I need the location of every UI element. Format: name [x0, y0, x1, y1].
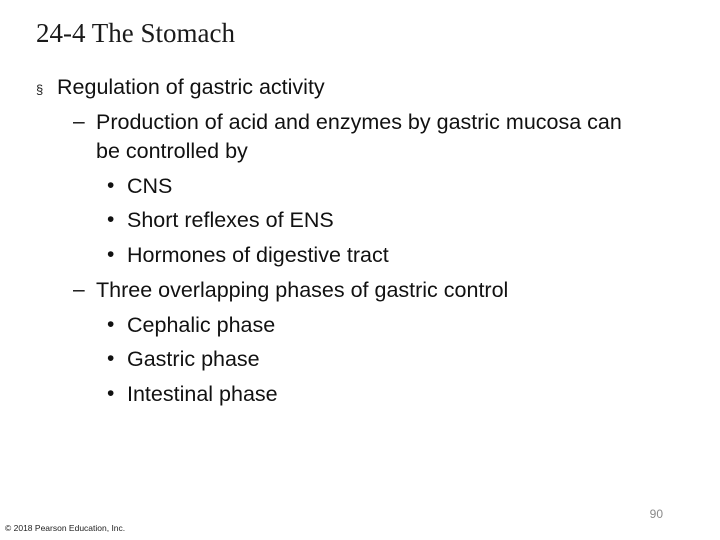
page-number: 90 — [649, 507, 663, 521]
dot-bullet-marker: • — [107, 382, 115, 405]
dot-bullet-marker: • — [107, 347, 115, 370]
bullet-hormones: Hormones of digestive tract — [127, 243, 389, 267]
dot-bullet-marker: • — [107, 243, 115, 266]
dot-bullet-marker: • — [107, 208, 115, 231]
bullet-gastric-phase: Gastric phase — [127, 347, 260, 371]
copyright-notice: © 2018 Pearson Education, Inc. — [5, 523, 126, 533]
bullet-intestinal-phase: Intestinal phase — [127, 382, 278, 406]
bullet-short-reflexes: Short reflexes of ENS — [127, 208, 334, 232]
slide-title: 24-4 The Stomach — [36, 18, 235, 48]
dash-bullet-marker: – — [73, 278, 85, 301]
bullet-cephalic-phase: Cephalic phase — [127, 313, 276, 337]
bullet-regulation: Regulation of gastric activity — [57, 75, 325, 99]
dot-bullet-marker: • — [107, 174, 115, 197]
bullet-production-line1: Production of acid and enzymes by gastric mucosa can — [96, 110, 622, 134]
bullet-cns: CNS — [127, 174, 173, 198]
dash-bullet-marker: – — [73, 110, 85, 133]
section-bullet-marker: § — [36, 82, 44, 97]
bullet-three-phases: Three overlapping phases of gastric control — [96, 278, 509, 302]
dot-bullet-marker: • — [107, 313, 115, 336]
bullet-production-line2: be controlled by — [96, 139, 248, 163]
